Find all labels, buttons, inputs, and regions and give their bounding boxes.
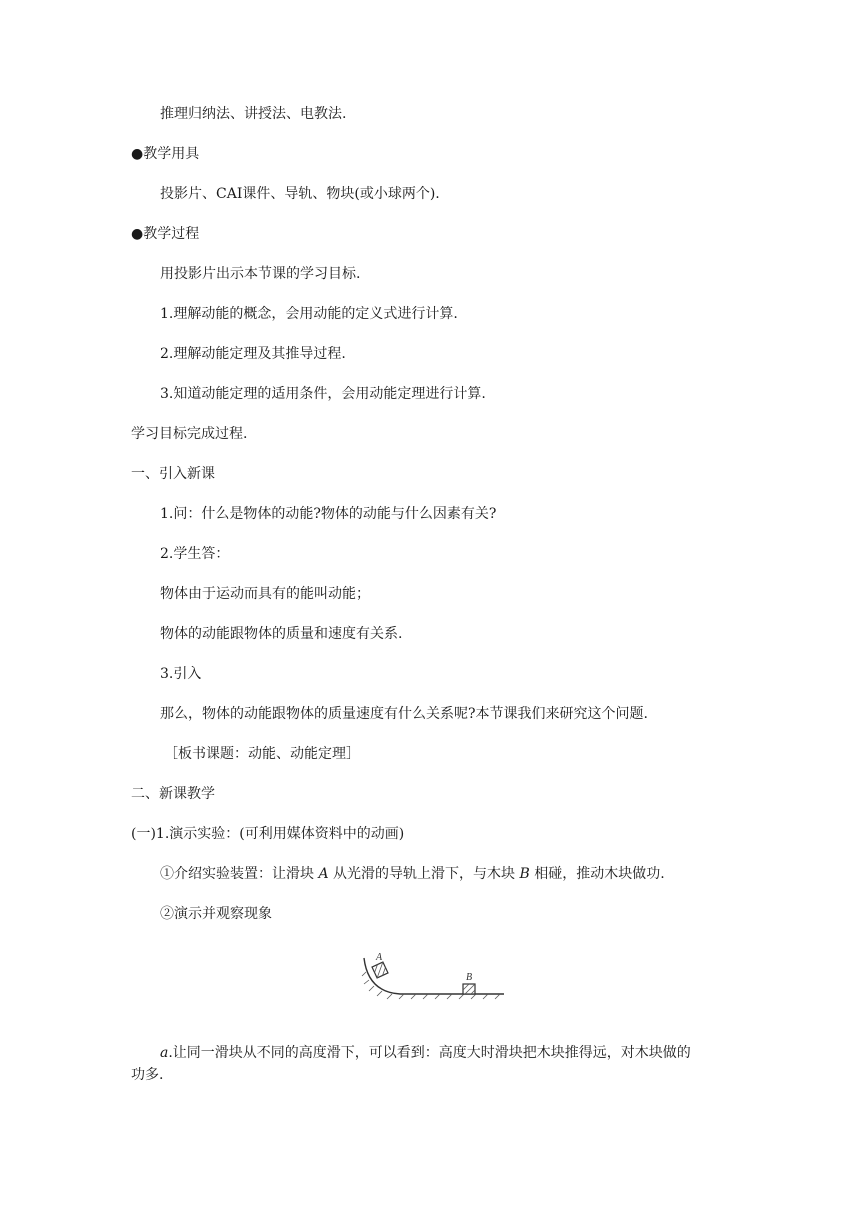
step-1-part-c: 相碰，推动木块做功. [529,866,665,882]
objective-2: 2.理解动能定理及其推导过程. [160,346,346,362]
ramp-track [364,958,504,994]
block-b-label: B [519,866,530,882]
track-hatching [362,972,500,999]
lead-in-text: 那么，物体的动能跟物体的质量速度有什么关系呢?本节课我们来研究这个问题. [160,706,648,722]
step-1-part-b: 从光滑的导轨上滑下，与木块 [328,866,520,882]
step-1-part-a: ①介绍实验装置：让滑块 [160,866,319,882]
figure-label-a: A [376,952,383,963]
demo-heading: (一)1.演示实验：(可利用媒体资料中的动画) [131,826,405,842]
objectives-process: 学习目标完成过程. [131,426,248,442]
section-heading-1: 一、引入新课 [131,466,215,482]
slider-a-label: A [318,866,329,882]
figure-label-b: B [466,972,473,983]
question-3: 3.引入 [160,666,202,682]
question-1: 1.问：什么是物体的动能?物体的动能与什么因素有关? [160,506,497,522]
answer-2: 物体的动能跟物体的质量和速度有关系. [160,626,403,642]
tools-heading: ●教学用具 [131,146,200,162]
process-heading: ●教学过程 [131,226,200,242]
observation-a-line-1: .让同一滑块从不同的高度滑下，可以看到：高度大时滑块把木块推得远，对木块做的 [168,1045,691,1061]
teaching-methods-text: 推理归纳法、讲授法、电教法. [160,106,347,122]
observation-a-letter: a [160,1045,169,1061]
objective-1: 1.理解动能的概念，会用动能的定义式进行计算. [160,306,458,322]
slider-a [372,962,388,978]
experiment-figure [360,948,510,1004]
observation-a-line-2: 功多. [131,1067,164,1083]
objective-3: 3.知道动能定理的适用条件，会用动能定理进行计算. [160,386,486,402]
step-1-text [160,864,665,884]
answer-1: 物体由于运动而具有的能叫动能； [160,586,370,602]
block-b [463,984,475,994]
observation-a [131,1042,741,1086]
board-title: ［板书课题：动能、动能定理］ [164,746,360,762]
question-2: 2.学生答： [160,546,230,562]
step-2-text: ②演示并观察现象 [160,906,272,922]
section-heading-2: 二、新课教学 [131,786,215,802]
objectives-intro: 用投影片出示本节课的学习目标. [160,266,361,282]
tools-text: 投影片、CAI课件、导轨、物块(或小球两个). [160,186,440,202]
